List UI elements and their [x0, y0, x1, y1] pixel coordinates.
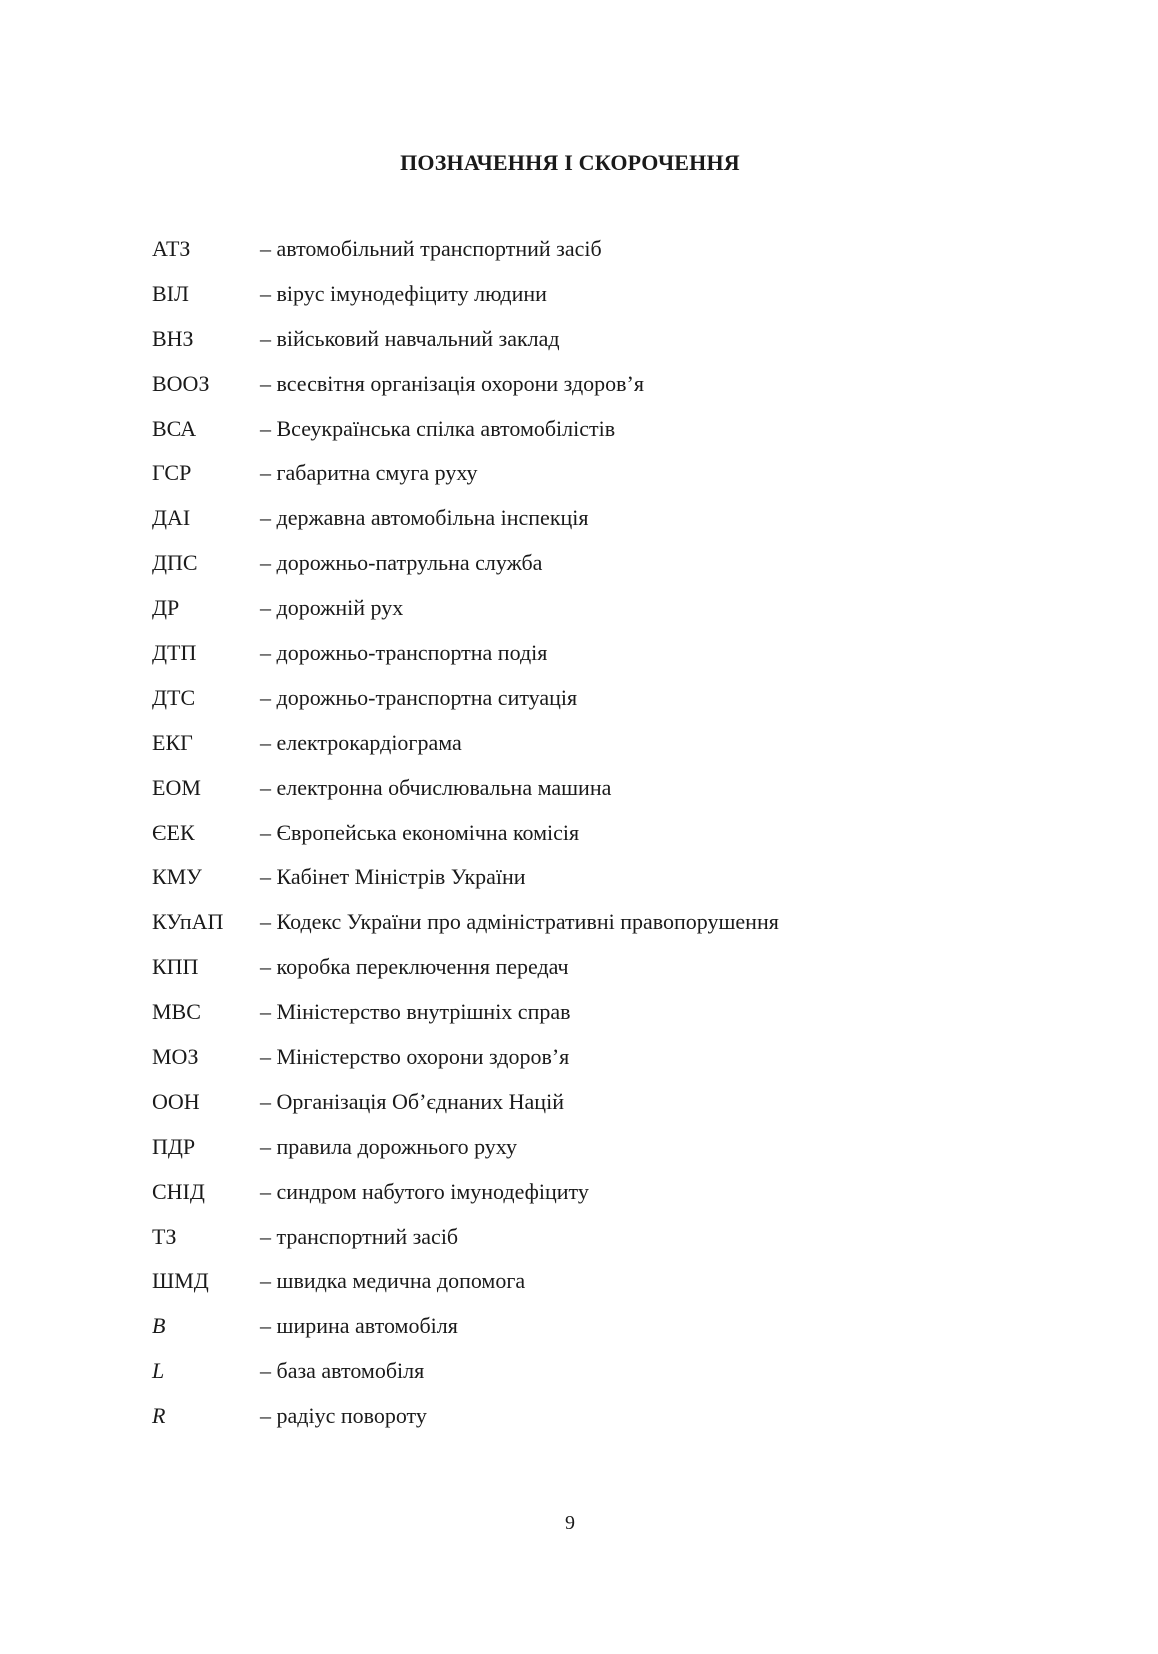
abbreviation-term: СНІД — [152, 1178, 205, 1204]
abbreviation-term: ДР — [152, 595, 180, 621]
page-title: ПОЗНАЧЕННЯ І СКОРОЧЕННЯ — [400, 150, 740, 175]
abbreviation-term: ВСА — [152, 415, 197, 441]
abbreviation-term: АТЗ — [152, 236, 191, 261]
abbreviation-entry — [152, 279, 779, 324]
abbreviation-definition: – Організація Об’єднаних Націй — [260, 1088, 564, 1114]
abbreviation-entry — [152, 907, 779, 952]
abbreviation-entry — [152, 324, 779, 369]
abbreviation-entry — [152, 1177, 779, 1222]
abbreviation-definition: – електрокардіограма — [260, 729, 462, 755]
abbreviation-definition: – радіус повороту — [260, 1403, 427, 1429]
abbreviation-term: ДТП — [152, 640, 197, 666]
abbreviation-term: ВООЗ — [152, 370, 210, 396]
abbreviation-entry — [152, 997, 779, 1042]
abbreviation-definition: – Міністерство охорони здоров’я — [260, 1044, 570, 1070]
abbreviation-term: ЕКГ — [152, 729, 193, 755]
abbreviation-entry — [152, 1087, 779, 1132]
abbreviation-entry — [152, 638, 779, 683]
abbreviation-entry — [152, 773, 779, 818]
abbreviation-definition: – коробка переключення передач — [260, 954, 569, 980]
abbreviation-definition: – державна автомобільна інспекція — [260, 505, 589, 531]
abbreviation-definition: – Кодекс України про адміністративні правопорушення — [260, 909, 779, 935]
abbreviation-definition: – Всеукраїнська спілка автомобілістів — [260, 415, 616, 441]
abbreviation-definition: – транспортний засіб — [260, 1223, 459, 1249]
abbreviation-entry — [152, 503, 779, 548]
abbreviation-term: КПП — [152, 954, 199, 980]
abbreviation-entry — [152, 593, 779, 638]
abbreviation-entry — [152, 414, 779, 459]
abbreviation-term: ЕОМ — [152, 774, 201, 800]
abbreviation-term: B — [152, 1313, 166, 1339]
abbreviation-term: ДАІ — [152, 505, 191, 531]
abbreviation-definition: – дорожньо-транспортна подія — [260, 640, 548, 666]
abbreviation-term: L — [152, 1358, 165, 1384]
abbreviation-entry — [152, 683, 779, 728]
abbreviation-term: ГСР — [152, 460, 192, 486]
abbreviation-definition: – швидка медична допомога — [260, 1268, 526, 1294]
abbreviation-definition: – всесвітня організація охорони здоров’я — [260, 370, 644, 396]
abbreviation-entry — [152, 818, 779, 863]
abbreviation-entry — [152, 1311, 779, 1356]
abbreviation-definition: – Європейська економічна комісія — [260, 819, 580, 845]
page-number: 9 — [565, 1512, 575, 1534]
abbreviation-term: ЄЕК — [152, 819, 195, 845]
abbreviation-entry — [152, 458, 779, 503]
abbreviation-entry — [152, 1356, 779, 1401]
abbreviation-entry — [152, 1132, 779, 1177]
abbreviation-entry — [152, 1042, 779, 1087]
abbreviation-term: ТЗ — [152, 1223, 177, 1249]
abbreviation-entry — [152, 548, 779, 593]
abbreviation-term: КМУ — [152, 864, 202, 890]
abbreviation-definition: – Міністерство внутрішніх справ — [260, 999, 571, 1025]
abbreviation-term: ДПС — [152, 550, 198, 576]
abbreviation-definition: – синдром набутого імунодефіциту — [260, 1178, 589, 1204]
abbreviation-term: ШМД — [152, 1268, 209, 1294]
abbreviation-definition: – габаритна смуга руху — [260, 460, 478, 486]
abbreviation-entry — [152, 1266, 779, 1311]
abbreviation-term: ДТС — [152, 684, 196, 710]
abbreviation-entry — [152, 1401, 779, 1446]
abbreviation-term: R — [152, 1403, 166, 1429]
abbreviation-term: МОЗ — [152, 1044, 199, 1070]
abbreviation-term: МВС — [152, 999, 201, 1025]
abbreviation-definition: – ширина автомобіля — [260, 1313, 458, 1339]
abbreviation-definition: – електронна обчислювальна машина — [260, 774, 612, 800]
abbreviation-definition: – автомобільний транспортний засіб — [260, 236, 602, 261]
abbreviation-definition: – вірус імунодефіциту людини — [260, 280, 547, 306]
abbreviation-definition: – база автомобіля — [260, 1358, 425, 1384]
abbreviation-term: ВІЛ — [152, 280, 189, 306]
abbreviation-entry — [152, 369, 779, 414]
abbreviation-entry — [152, 234, 779, 279]
abbreviation-definition: – військовий навчальний заклад — [260, 325, 560, 351]
abbreviation-definition: – дорожньо-транспортна ситуація — [260, 684, 578, 710]
abbreviation-entry — [152, 728, 779, 773]
abbreviation-term: ВНЗ — [152, 325, 194, 351]
abbreviation-term: ПДР — [152, 1133, 196, 1159]
abbreviation-definition: – дорожній рух — [260, 595, 404, 621]
abbreviation-definition: – правила дорожнього руху — [260, 1133, 517, 1159]
abbreviation-term: КУпАП — [152, 909, 224, 935]
abbreviations-list — [152, 234, 779, 1446]
abbreviation-term: ООН — [152, 1088, 200, 1114]
abbreviation-entry — [152, 862, 779, 907]
abbreviation-entry — [152, 952, 779, 997]
abbreviation-definition: – дорожньо-патрульна служба — [260, 550, 543, 576]
abbreviation-entry — [152, 1222, 779, 1267]
abbreviation-definition: – Кабінет Міністрів України — [260, 864, 526, 890]
